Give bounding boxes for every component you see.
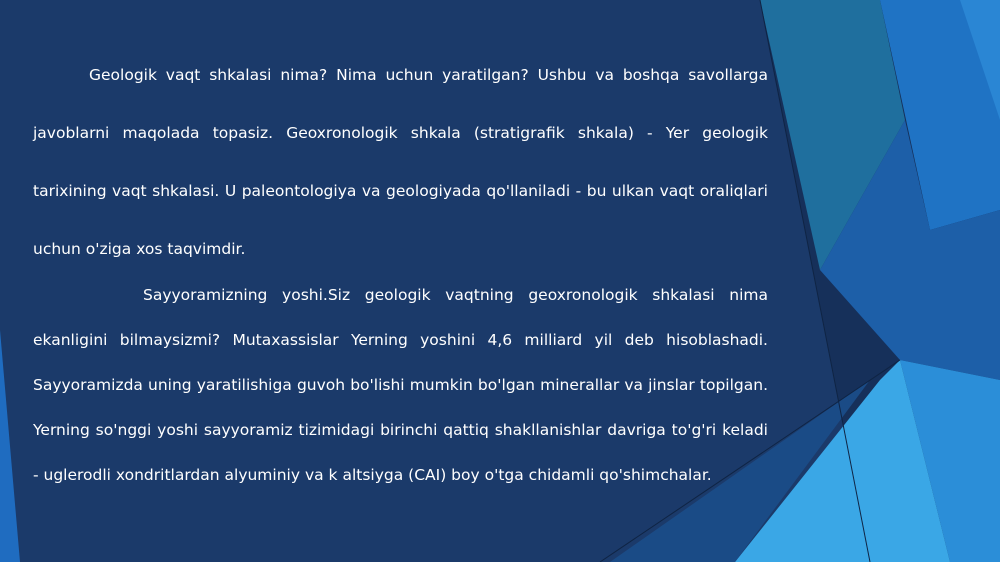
paragraph-1: Geologik vaqt shkalasi nima? Nima uchun yaratilgan? Ushbu va boshqa savollarga javoblarni maqolada topasiz. Geoxronologik shkala (stratigrafik shkala) - Yer geologik tarixining vaqt shkalasi. U paleontologiya va geologiyada qo'llaniladi - bu ulkan vaqt oraliqlari uchun o'ziga xos taqvimdir. [33, 66, 768, 258]
paragraph-2: Sayyoramizning yoshi.Siz geologik vaqtning geoxronologik shkalasi nima ekanligini bilmaysizmi? Mutaxassislar Yerning yoshini 4,6 milliard yil deb hisoblashadi. Sayyoramizda uning yaratilishiga guvoh bo'lishi mumkin bo'lgan minerallar va jinslar topilgan. Yerning so'nggi yoshi sayyoramiz tizimidagi birinchi qattiq shakllanishlar davriga to'g'ri keladi - uglerodli xondritlardan alyuminiy va k altsiyga (CAI) boy o'tga chidamli qo'shimchalar. [33, 286, 768, 484]
body-text [33, 58, 768, 515]
left-accent-shape [0, 330, 20, 562]
